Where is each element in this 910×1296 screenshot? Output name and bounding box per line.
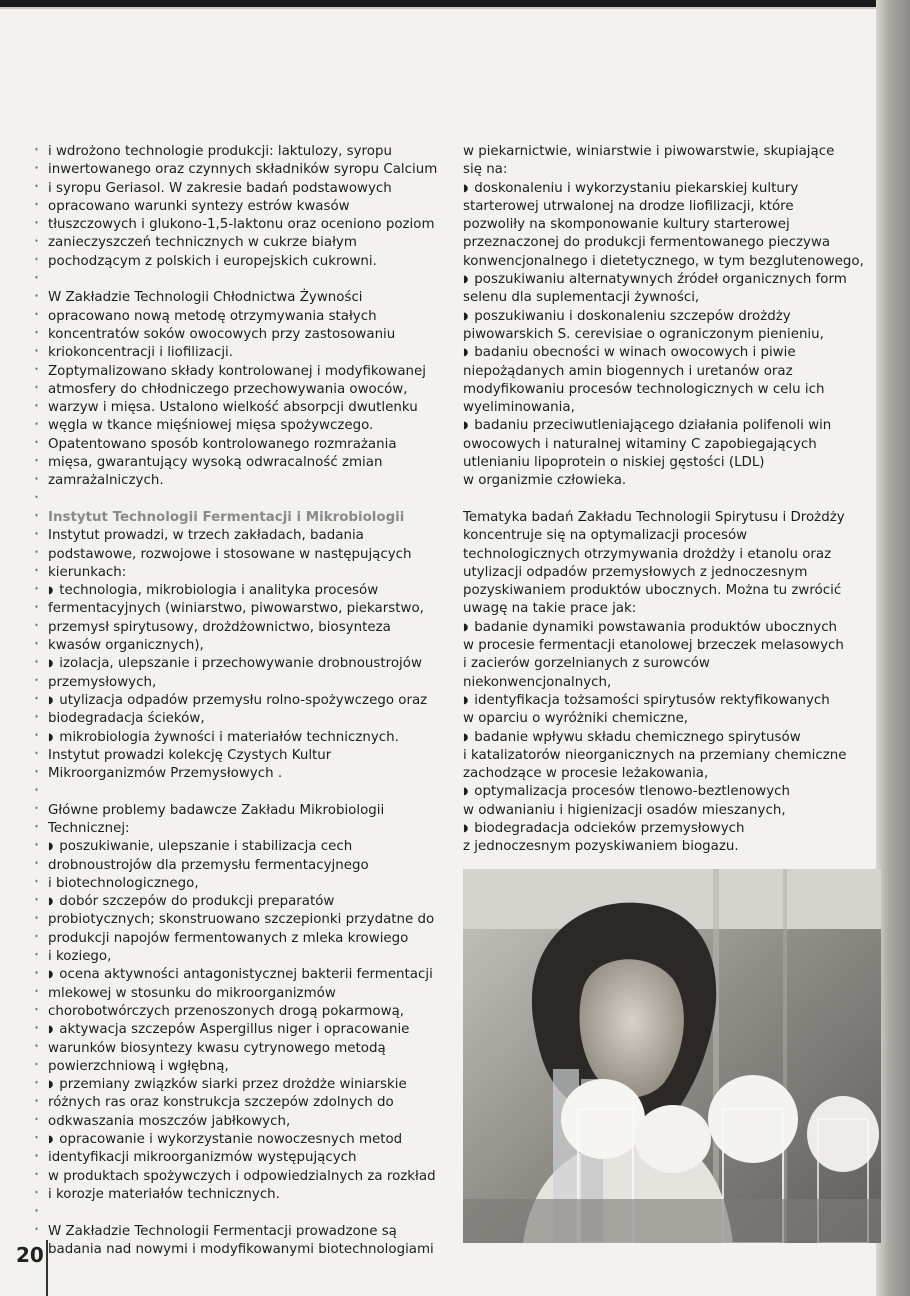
top-edge-bar [0, 0, 910, 7]
text-line [463, 674, 853, 692]
text-line [463, 509, 853, 527]
line-text: i korozje materiałów technicznych. [48, 1186, 280, 1202]
line-text: się na: [463, 162, 508, 178]
text-line [463, 326, 853, 344]
text-line [48, 381, 443, 399]
text-line [463, 527, 853, 545]
line-text: inwertowanego oraz czynnych składników syropu Calcium [48, 162, 438, 178]
line-text: w produktach spożywczych i odpowiedzialnych za rozkład [48, 1168, 436, 1184]
bullet-line [463, 344, 853, 362]
text-line [48, 1149, 443, 1167]
line-text: doskonaleniu i wykorzystaniu piekarskiej kultury [474, 180, 799, 196]
line-text: chorobotwórczych przenoszonych drogą pokarmową, [48, 1003, 405, 1019]
text-line [463, 143, 853, 161]
line-text: identyfikacja tożsamości spirytusów rektyfikowanych [474, 692, 830, 708]
bullet-icon: ◗ [463, 420, 469, 432]
text-line [48, 857, 443, 875]
line-text: w odwanianiu i higienizacji osadów mieszanych, [463, 802, 786, 818]
text-line [463, 600, 853, 618]
bullet-line [463, 729, 853, 747]
bullet-line [463, 619, 853, 637]
bullet-line [463, 820, 853, 838]
line-text: kriokoncentracji i liofilizacji. [48, 345, 234, 361]
text-line [463, 765, 853, 783]
text-line [463, 802, 853, 820]
line-text: Technicznej: [48, 820, 130, 836]
bullet-line [463, 417, 853, 435]
bullet-line [48, 655, 443, 673]
text-line [48, 948, 443, 966]
bullet-icon: ◗ [463, 694, 469, 706]
text-line [48, 875, 443, 893]
paragraph-gap [48, 783, 443, 801]
line-text: w piekarnictwie, winiarstwie i piwowarstwie, skupiające [463, 144, 835, 159]
line-text: Główne problemy badawcze Zakładu Mikrobiologii [48, 802, 385, 818]
page-number: 20 [16, 1243, 44, 1267]
text-line [463, 655, 853, 673]
top-edge-line [0, 7, 880, 9]
text-line [48, 1003, 443, 1021]
text-line [463, 198, 853, 216]
bullet-line [48, 1076, 443, 1094]
line-text: starterowej utrwalonej na drodze liofilizacji, które [463, 198, 794, 214]
line-text: przemiany związków siarki przez drożdże winiarskie [59, 1077, 407, 1093]
text-line [48, 930, 443, 948]
bullet-line [463, 692, 853, 710]
text-line [48, 198, 443, 216]
line-text: Instytut prowadzi, w trzech zakładach, badania [48, 528, 364, 544]
text-line [48, 546, 443, 564]
line-text: Mikroorganizmów Przemysłowych . [48, 766, 283, 782]
line-text: w oparciu o wyróżniki chemiczne, [463, 711, 689, 727]
paragraph-gap [48, 491, 443, 509]
text-line [463, 838, 853, 856]
line-text: zachodzące w procesie leżakowania, [463, 766, 709, 782]
line-text: atmosfery do chłodniczego przechowywania owoców, [48, 381, 408, 397]
line-text: tłuszczowych i glukono-1,5-laktonu oraz oceniono poziom [48, 217, 435, 233]
laboratory-photo [463, 869, 881, 1243]
text-line [48, 289, 443, 307]
text-line [48, 1040, 443, 1058]
line-text: kierunkach: [48, 564, 127, 580]
right-text-column [463, 143, 864, 857]
line-text: koncentruje się na optymalizacji procesów [463, 528, 748, 544]
line-text: izolacja, ulepszanie i przechowywanie drobnoustrojów [59, 656, 422, 672]
line-text: Tematyka badań Zakładu Technologii Spirytusu i Drożdży [463, 509, 845, 525]
text-line [463, 381, 853, 399]
text-line [48, 436, 443, 454]
line-text: poszukiwaniu alternatywnych źródeł organicznych form [474, 272, 847, 288]
bullet-icon: ◗ [48, 1079, 54, 1091]
line-text: badaniu obecności w winach owocowych i piwie [474, 345, 796, 361]
left-text-column [48, 143, 443, 1259]
bullet-line [48, 838, 443, 856]
margin-dot-column [35, 140, 38, 1240]
text-line [48, 985, 443, 1003]
line-text: pozyskiwaniem produktów ubocznych. Można tu zwrócić [463, 583, 842, 599]
line-text: mikrobiologia żywności i materiałów technicznych. [59, 729, 399, 745]
text-line [463, 436, 853, 454]
text-line [48, 1094, 443, 1112]
text-line [48, 747, 443, 765]
line-text: w organizmie człowieka. [463, 473, 627, 489]
bullet-icon: ◗ [463, 822, 469, 834]
text-line [48, 619, 443, 637]
line-text: mlekowej w stosunku do mikroorganizmów [48, 985, 336, 1001]
line-text: poszukiwanie, ulepszanie i stabilizacja cech [59, 839, 353, 855]
line-text: aktywacja szczepów Aspergillus niger i opracowanie [59, 1022, 410, 1038]
line-text: piwowarskich S. cerevisiae o ograniczonym pienieniu, [463, 326, 824, 342]
text-line [48, 674, 443, 692]
line-text: zanieczyszczeń technicznych w cukrze białym [48, 235, 357, 251]
bullet-icon: ◗ [48, 896, 54, 908]
line-text: W Zakładzie Technologii Fermentacji prowadzone są [48, 1223, 397, 1239]
paragraph-gap [48, 1204, 443, 1222]
bullet-line [463, 180, 853, 198]
bullet-line [48, 893, 443, 911]
page-gutter-shadow [876, 0, 910, 1296]
bullet-icon: ◗ [48, 841, 54, 853]
line-text: mięsa, gwarantujący wysoką odwracalność zmian [48, 455, 383, 471]
line-text: pochodzącym z polskich i europejskich cukrowni. [48, 253, 377, 269]
text-line [48, 710, 443, 728]
bullet-line [48, 1021, 443, 1039]
text-line [463, 216, 853, 234]
line-text: i koziego, [48, 949, 112, 965]
line-text: przeznaczonej do produkcji fermentowanego pieczywa [463, 235, 831, 251]
text-line [463, 399, 853, 417]
line-text: przemysł spirytusowy, drożdżownictwo, biosynteza [48, 619, 391, 635]
bullet-line [48, 582, 443, 600]
line-text: fermentacyjnych (winiarstwo, piwowarstwo, piekarstwo, [48, 601, 424, 617]
text-line [463, 637, 853, 655]
text-line [48, 417, 443, 435]
bullet-icon: ◗ [463, 731, 469, 743]
line-text: odkwaszania moszczów jabłkowych, [48, 1113, 291, 1129]
bullet-icon: ◗ [463, 347, 469, 359]
line-text: powierzchniową i wgłębną, [48, 1058, 229, 1074]
line-text: poszukiwaniu i doskonaleniu szczepów drożdży [474, 308, 791, 324]
text-line [48, 143, 443, 161]
bullet-line [48, 1131, 443, 1149]
line-text: warzyw i mięsa. Ustalono wielkość absorpcji dwutlenku [48, 400, 418, 416]
text-line [48, 180, 443, 198]
paragraph-gap [48, 271, 443, 289]
text-line [48, 802, 443, 820]
bullet-icon: ◗ [463, 310, 469, 322]
text-line [48, 472, 443, 490]
text-line [48, 600, 443, 618]
text-line [48, 527, 443, 545]
line-text: przemysłowych, [48, 674, 157, 690]
text-line [463, 564, 853, 582]
line-text: kwasów organicznych), [48, 638, 204, 654]
text-line [48, 454, 443, 472]
line-text: selenu dla suplementacji żywności, [463, 290, 700, 306]
text-line [48, 326, 443, 344]
bullet-icon: ◗ [463, 182, 469, 194]
bullet-line [48, 966, 443, 984]
bullet-line [48, 729, 443, 747]
text-line [463, 161, 853, 179]
line-text: biodegradacja odcieków przemysłowych [474, 820, 745, 836]
line-text: modyfikowaniu procesów technologicznych w celu ich [463, 381, 825, 397]
text-line [463, 454, 853, 472]
text-line [48, 1168, 443, 1186]
line-text: utylizacja odpadów przemysłu rolno-spożywczego oraz [59, 692, 428, 708]
bullet-icon: ◗ [48, 1134, 54, 1146]
line-text: owocowych i naturalnej witaminy C zapobiegających [463, 436, 817, 452]
bullet-icon: ◗ [463, 621, 469, 633]
text-line [48, 253, 443, 271]
bullet-icon: ◗ [48, 969, 54, 981]
text-line [463, 234, 853, 252]
bullet-line [463, 308, 853, 326]
bullet-icon: ◗ [48, 731, 54, 743]
line-text: wyeliminowania, [463, 400, 575, 416]
line-text: i biotechnologicznego, [48, 875, 199, 891]
line-text: i wdrożono technologie produkcji: laktulozy, syropu [48, 144, 392, 159]
bullet-icon: ◗ [48, 658, 54, 670]
line-text: i syropu Geriasol. W zakresie badań podstawowych [48, 180, 392, 196]
line-text: uwagę na takie prace jak: [463, 601, 637, 617]
line-text: utlenianiu lipoprotein o niskiej gęstości (LDL) [463, 455, 765, 471]
line-text: produkcji napojów fermentowanych z mleka krowiego [48, 930, 409, 946]
line-text: opracowano warunki syntezy estrów kwasów [48, 198, 350, 214]
line-text: warunków biosyntezy kwasu cytrynowego metodą [48, 1040, 386, 1056]
line-text: technologia, mikrobiologia i analityka procesów [59, 583, 379, 599]
bullet-line [463, 271, 853, 289]
line-text: biodegradacja ścieków, [48, 711, 205, 727]
text-line [48, 216, 443, 234]
text-line [48, 820, 443, 838]
line-text: węgla w tkance mięśniowej mięsa spożywczego. [48, 418, 374, 434]
bullet-icon: ◗ [463, 786, 469, 798]
text-line [48, 308, 443, 326]
line-text: technologicznych otrzymywania drożdży i etanolu oraz [463, 546, 832, 562]
line-text: opracowano nową metodę otrzymywania stałych [48, 308, 377, 324]
line-text: badanie dynamiki powstawania produktów ubocznych [474, 619, 838, 635]
line-text: koncentratów soków owocowych przy zastosowaniu [48, 326, 396, 342]
line-text: i katalizatorów nieorganicznych na przemiany chemiczne [463, 747, 847, 763]
line-text: podstawowe, rozwojowe i stosowane w następujących [48, 546, 412, 562]
bullet-icon: ◗ [48, 694, 54, 706]
line-text: identyfikacji mikroorganizmów występujących [48, 1150, 357, 1166]
line-text: zamrażalniczych. [48, 473, 164, 489]
text-line [463, 253, 864, 271]
line-text: drobnoustrojów dla przemysłu fermentacyjnego [48, 857, 369, 873]
text-line [48, 1058, 443, 1076]
text-line [48, 399, 443, 417]
text-line [463, 582, 853, 600]
bullet-line [463, 783, 853, 801]
bullet-icon: ◗ [48, 585, 54, 597]
line-text: różnych ras oraz konstrukcja szczepów zdolnych do [48, 1095, 394, 1111]
line-text: niepożądanych amin biogennych i uretanów oraz [463, 363, 793, 379]
text-line [48, 344, 443, 362]
line-text: badania nad nowymi i modyfikowanymi biotechnologiami [48, 1241, 434, 1257]
line-text: Instytut prowadzi kolekcję Czystych Kultur [48, 747, 332, 763]
line-text: z jednoczesnym pozyskiwaniem biogazu. [463, 839, 739, 855]
text-line [463, 472, 853, 490]
bullet-icon: ◗ [463, 274, 469, 286]
text-line [48, 911, 443, 929]
line-text: badaniu przeciwutleniającego działania polifenoli win [474, 418, 832, 434]
line-text: i zacierów gorzelnianych z surowców [463, 656, 710, 672]
text-line [48, 765, 443, 783]
bullet-icon: ◗ [48, 1024, 54, 1036]
line-text: W Zakładzie Technologii Chłodnictwa Żywności [48, 290, 363, 306]
line-text: utylizacji odpadów przemysłowych z jednoczesnym [463, 564, 808, 580]
text-line [48, 234, 443, 252]
text-line [48, 363, 443, 381]
line-text: optymalizacja procesów tlenowo-beztlenowych [474, 784, 790, 800]
line-text: konwencjonalnego i dietetycznego, w tym bezglutenowego, [463, 253, 864, 269]
text-line [48, 1113, 443, 1131]
line-text: badanie wpływu składu chemicznego spirytusów [474, 729, 801, 745]
line-text: niekonwencjonalnych, [463, 674, 612, 690]
line-text: ocena aktywności antagonistycznej bakterii fermentacji [59, 967, 433, 983]
section-heading: Instytut Technologii Fermentacji i Mikrobiologii [48, 509, 405, 525]
bullet-line [48, 692, 443, 710]
text-line [463, 710, 853, 728]
text-line [463, 747, 853, 765]
text-line [48, 637, 443, 655]
line-text: Opatentowano sposób kontrolowanego rozmrażania [48, 436, 397, 452]
text-line [463, 289, 853, 307]
line-text: dobór szczepów do produkcji preparatów [59, 894, 335, 910]
paragraph-gap [463, 491, 853, 509]
text-line [463, 546, 853, 564]
line-text: w procesie fermentacji etanolowej brzeczek melasowych [463, 638, 844, 654]
line-text: opracowanie i wykorzystanie nowoczesnych metod [59, 1132, 403, 1148]
text-line [48, 564, 443, 582]
line-text: probiotycznych; skonstruowano szczepionki przydatne do [48, 912, 435, 928]
text-line [48, 161, 443, 179]
page-number-rule [46, 1240, 48, 1296]
text-line [48, 1186, 443, 1204]
text-line [463, 363, 853, 381]
text-line [48, 1241, 443, 1259]
line-text: Zoptymalizowano składy kontrolowanej i modyfikowanej [48, 363, 426, 379]
line-text: pozwoliły na skomponowanie kultury starterowej [463, 217, 790, 233]
text-line [48, 1223, 443, 1241]
